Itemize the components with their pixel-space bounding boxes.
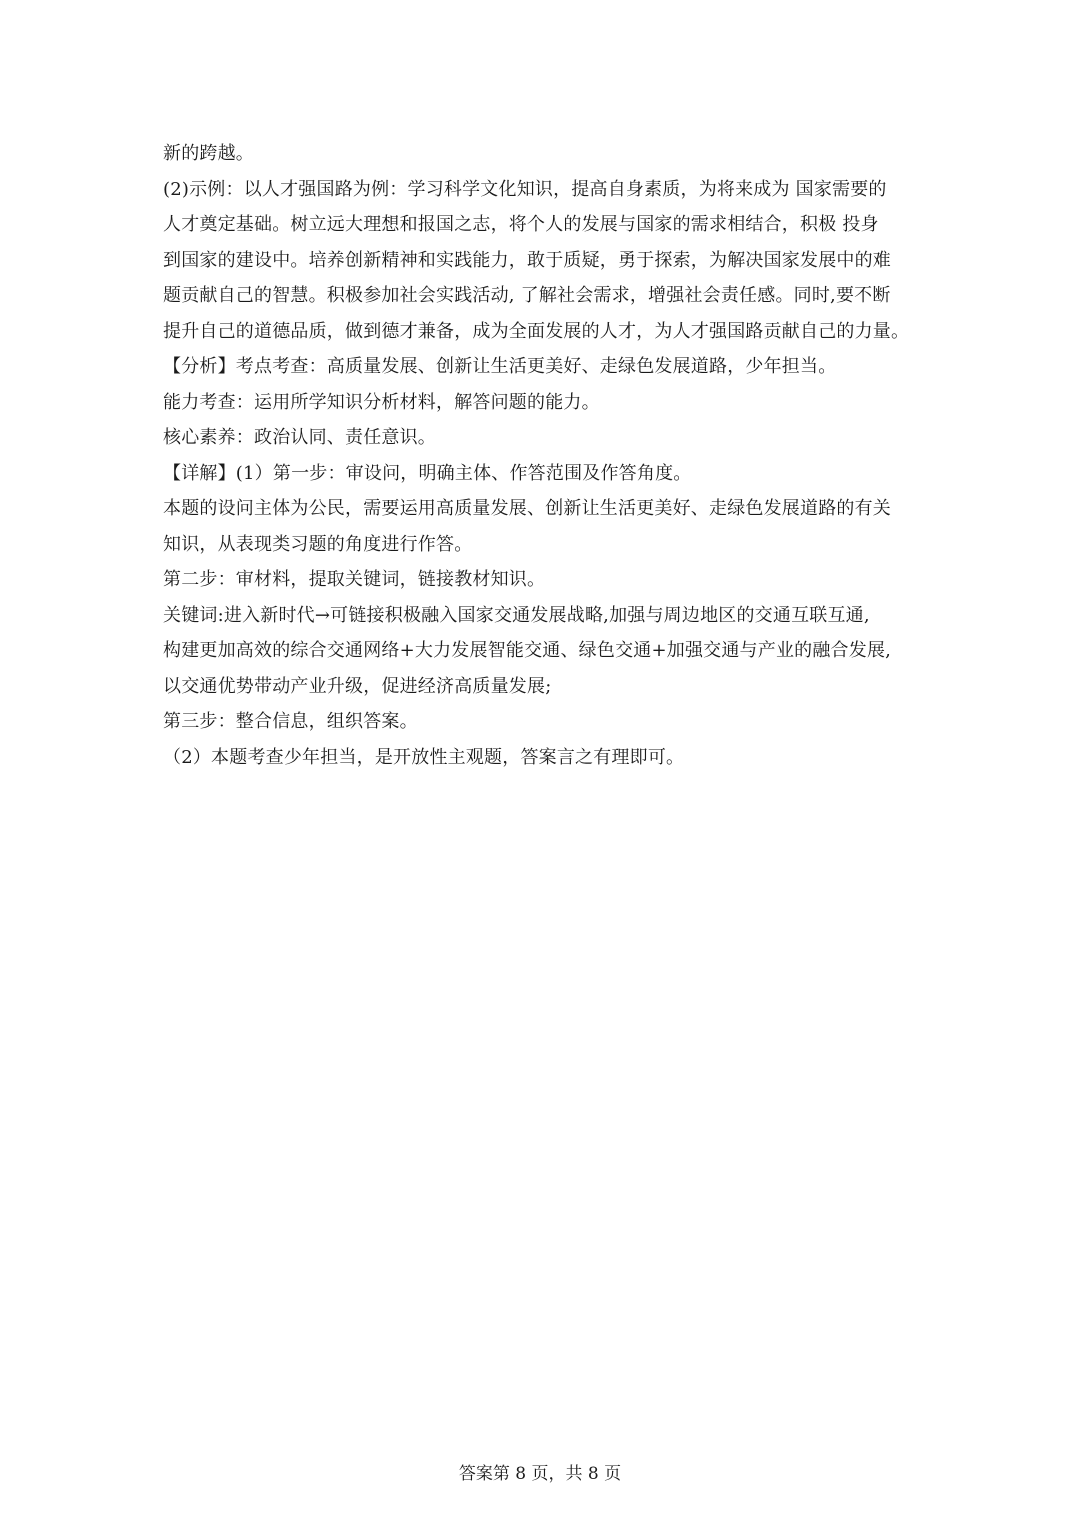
text-line-3: 人才奠定基础。树立远大理想和报国之志，将个人的发展与国家的需求相结合，积极 投身 bbox=[163, 214, 879, 235]
text-line-4: 到国家的建设中。培养创新精神和实践能力，敢于质疑，勇于探索，为解决国家发展中的难 bbox=[163, 249, 891, 271]
text-line-5: 题贡献自己的智慧。积极参加社会实践活动, 了解社会需求，增强社会责任感。同时,要不断 bbox=[163, 285, 891, 306]
part-two-line: （2）本题考查少年担当，是开放性主观题，答案言之有理即可。 bbox=[163, 746, 685, 768]
text-line-2: (2)示例：以人才强国路为例：学习科学文化知识，提高自身素质，为将来成为 国家需要的 bbox=[163, 178, 887, 200]
ability-line: 能力考查：运用所学知识分析材料，解答问题的能力。 bbox=[163, 391, 600, 413]
text-line-1: 新的跨越。 bbox=[163, 143, 254, 164]
keywords-line: 关键词:进入新时代→可链接积极融入国家交通发展战略,加强与周边地区的交通互联互通, bbox=[163, 604, 870, 626]
step-two-line: 第二步：审材料，提取关键词，链接教材知识。 bbox=[163, 569, 546, 590]
literacy-line: 核心素养：政治认同、责任意识。 bbox=[163, 427, 436, 448]
text-line-16: 以交通优势带动产业升级，促进经济高质量发展; bbox=[163, 675, 552, 697]
answer-text-block bbox=[163, 136, 923, 775]
text-line-11: 本题的设问主体为公民，需要运用高质量发展、创新让生活更美好、走绿色发展道路的有关 bbox=[163, 498, 891, 519]
text-line-15: 构建更加高效的综合交通网络+大力发展智能交通、绿色交通+加强交通与产业的融合发展, bbox=[163, 640, 892, 661]
text-line-6: 提升自己的道德品质，做到德才兼备，成为全面发展的人才，为人才强国路贡献自己的力量。 bbox=[163, 320, 910, 342]
text-line-12: 知识，从表现类习题的角度进行作答。 bbox=[163, 533, 473, 555]
analysis-line: 【分析】考点考查：高质量发展、创新让生活更美好、走绿色发展道路，少年担当。 bbox=[163, 356, 837, 377]
detail-line: 【详解】(1）第一步：审设问，明确主体、作答范围及作答角度。 bbox=[163, 462, 692, 484]
step-three-line: 第三步：整合信息，组织答案。 bbox=[163, 711, 418, 732]
page-footer: 答案第 8 页，共 8 页 bbox=[458, 1464, 622, 1484]
